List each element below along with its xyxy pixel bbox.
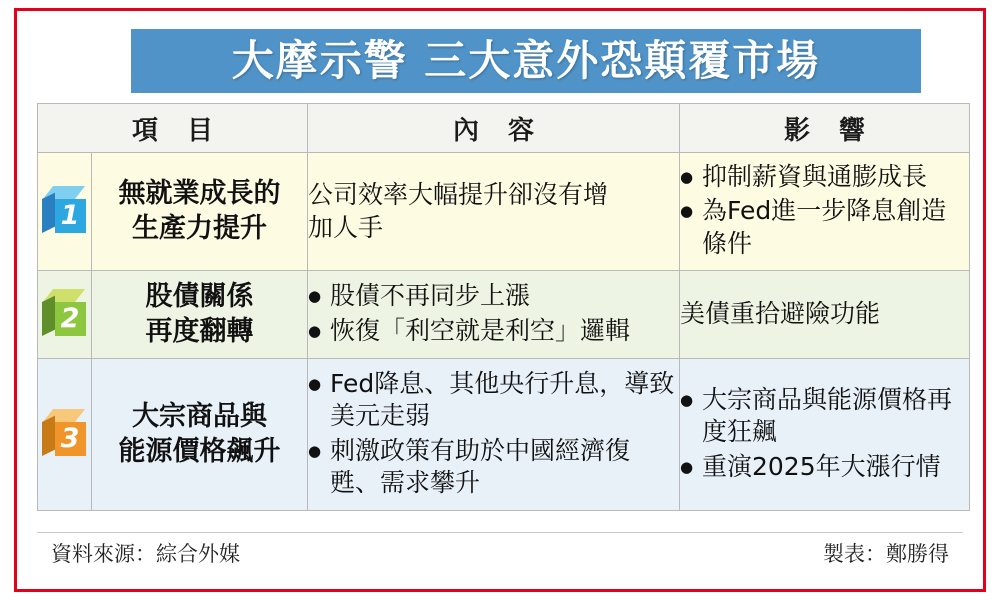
cube-left-face [42, 192, 55, 232]
infographic-frame [14, 8, 986, 592]
item-line-2: 能源價格飆升 [118, 435, 281, 467]
header-item: 項 目 [38, 104, 308, 153]
list-item: ● 刺激政策有助於中國經濟復甦、需求攀升 [308, 435, 679, 500]
list-item: ● Fed降息、其他央行升息，導致美元走弱 [308, 368, 679, 433]
row-effect-1 [680, 153, 970, 271]
data-table [37, 103, 970, 511]
item-line-1: 大宗商品與 [132, 400, 267, 432]
cube-number: 2 [55, 302, 86, 336]
cube-icon-3 [42, 409, 88, 461]
list-item: ● 大宗商品與能源價格再度狂飆 [680, 384, 969, 449]
row-content-3 [308, 359, 680, 511]
row-item-1 [92, 153, 308, 271]
row-number-cell-2 [38, 271, 92, 359]
item-line-2: 再度翻轉 [145, 315, 254, 347]
cube-icon-2 [42, 289, 88, 341]
item-line-1: 股債關係 [145, 280, 254, 312]
page-title: 大摩示警 三大意外恐顛覆市場 [231, 36, 821, 85]
list-item: ● 恢復「利空就是利空」邏輯 [308, 315, 679, 348]
list-item: ● 重演2025年大漲行情 [680, 451, 969, 484]
row-effect-3 [680, 359, 970, 511]
footer-source: 資料來源：綜合外媒 [51, 542, 240, 566]
row-content-2 [308, 271, 680, 359]
item-line-1: 無就業成長的 [118, 177, 281, 209]
list-item: ● 抑制薪資與通膨成長 [680, 161, 969, 194]
content-bullet-list-3 [308, 368, 679, 500]
content-line-1: 公司效率大幅提升卻沒有增 [308, 180, 609, 209]
row-number-cell-3 [38, 359, 92, 511]
effect-bullet-list-1 [680, 161, 969, 261]
content-bullet-list-2 [308, 280, 679, 347]
cube-number: 1 [55, 199, 86, 233]
effect-bullet-list-3 [680, 384, 969, 484]
list-item: ● 股債不再同步上漲 [308, 280, 679, 313]
header-effect: 影 響 [680, 104, 970, 153]
cube-number: 3 [55, 422, 86, 456]
cube-left-face [42, 295, 55, 335]
infographic-inner [25, 19, 975, 581]
row-content-1 [308, 153, 680, 271]
list-item: ● 為Fed進一步降息創造條件 [680, 195, 969, 260]
table-header-row [38, 104, 970, 153]
header-content: 內 容 [308, 104, 680, 153]
row-item-2 [92, 271, 308, 359]
table-row [38, 359, 970, 511]
title-bar [131, 29, 921, 93]
row-effect-2 [680, 271, 970, 359]
footer-author: 製表：鄭勝得 [823, 542, 949, 566]
cube-left-face [42, 415, 55, 455]
content-line-2: 加人手 [308, 212, 384, 242]
footer [37, 532, 963, 573]
cube-icon-1 [42, 186, 88, 238]
item-line-2: 生產力提升 [132, 212, 267, 244]
row-number-cell-1 [38, 153, 92, 271]
table-row [38, 271, 970, 359]
table-row [38, 153, 970, 271]
effect-line-1: 美債重拾避險功能 [680, 299, 881, 329]
row-item-3 [92, 359, 308, 511]
